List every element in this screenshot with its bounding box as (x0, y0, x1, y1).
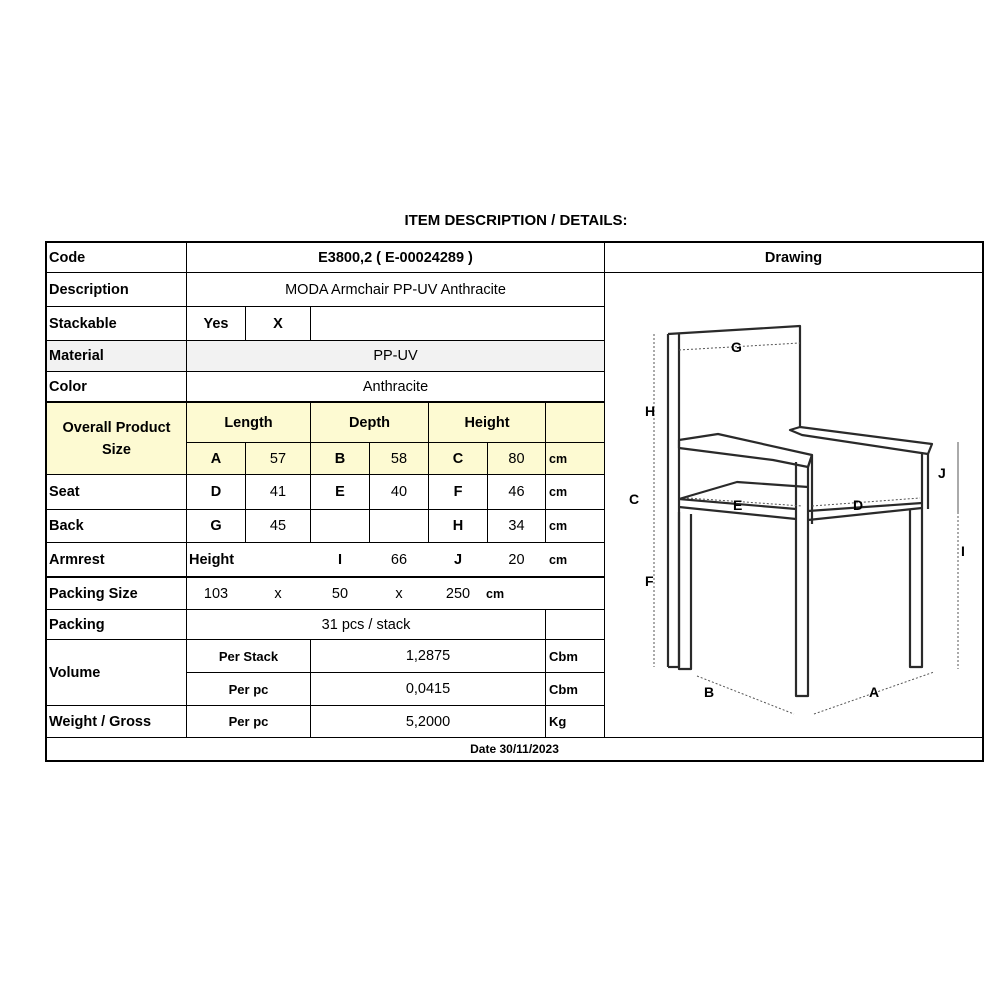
page-title: ITEM DESCRIPTION / DETAILS: (404, 212, 628, 229)
dim-a-value: 57 (246, 443, 310, 474)
dim-i-label: I (337, 551, 343, 568)
label-d: D (853, 497, 864, 513)
details-sheet (45, 241, 984, 762)
overall-size-label-line2: Size (101, 441, 131, 458)
dim-b-label: B (311, 443, 369, 474)
dim-j-value: 20 (508, 551, 525, 568)
packing-size-label: Packing Size (49, 585, 138, 602)
armrest-label: Armrest (49, 551, 105, 568)
material-label: Material (47, 341, 186, 371)
weight-per-pc-label: Per pc (228, 714, 269, 729)
height-header: Height (429, 403, 545, 442)
packing-x1: x (274, 585, 282, 602)
description-label: Description (49, 281, 129, 298)
volume-label: Volume (49, 664, 101, 681)
code-label: Code (49, 249, 86, 266)
volume-per-pc-label: Per pc (228, 681, 269, 697)
color-label: Color (49, 378, 87, 395)
label-b: B (704, 684, 715, 700)
color-value: Anthracite (362, 378, 429, 395)
dim-b-value: 58 (370, 443, 428, 474)
label-h: H (645, 403, 656, 419)
weight-unit: Kg (549, 714, 567, 729)
seat-label: Seat (49, 484, 80, 500)
packing-value: 31 pcs / stack (321, 616, 411, 633)
date-footer: Date 30/11/2023 (470, 742, 559, 756)
back-right-leg (910, 508, 922, 667)
stackable-label: Stackable (49, 315, 117, 332)
overall-unit: cm (546, 443, 604, 474)
drawing-header: Drawing (764, 249, 823, 266)
dim-g-label: G (210, 518, 222, 534)
seat-back-edge (679, 482, 808, 499)
dim-g-value: 45 (269, 518, 287, 534)
armrest-height-label: Height (189, 551, 235, 568)
dim-e-label: E (335, 484, 345, 500)
description-value: MODA Armchair PP-UV Anthracite (285, 281, 506, 298)
overall-size-label (47, 403, 186, 474)
seat-unit: cm (549, 485, 568, 499)
stackable-yes: Yes (203, 315, 229, 332)
code-value: E3800,2 ( E-00024289 ) (318, 249, 473, 266)
volume-per-stack-label: Per Stack (218, 648, 279, 664)
label-i: I (961, 543, 965, 559)
dim-a-label: A (187, 443, 245, 474)
label-g: G (731, 339, 742, 355)
depth-header: Depth (311, 403, 428, 442)
label-j: J (938, 465, 946, 481)
packing-label: Packing (49, 616, 105, 633)
packing-x2: x (395, 585, 403, 602)
dim-f-label: F (453, 484, 463, 500)
stackable-mark: X (273, 315, 283, 332)
dim-i-value: 66 (390, 551, 408, 568)
overall-size-label-line1: Overall Product (62, 419, 171, 436)
right-armrest-top (790, 427, 932, 454)
packing-width: 50 (331, 585, 349, 602)
packing-size-unit: cm (486, 586, 505, 601)
weight-value: 5,2000 (405, 713, 451, 730)
label-c: C (629, 491, 640, 507)
label-e: E (733, 497, 743, 513)
dim-e-value: 40 (390, 484, 408, 500)
dim-j-label: J (453, 551, 463, 568)
col-divider (369, 509, 370, 542)
volume-per-stack-unit: Cbm (549, 648, 578, 664)
material-value: PP-UV (187, 341, 604, 371)
dim-f-value: 46 (508, 484, 525, 500)
col-divider (604, 243, 605, 737)
packing-height: 250 (445, 585, 471, 602)
dim-d-label: D (210, 484, 222, 500)
back-unit: cm (549, 519, 568, 533)
front-left-leg (796, 462, 808, 696)
unit-header-blank (546, 403, 604, 442)
left-armrest-top (679, 434, 812, 467)
col-divider (310, 306, 311, 340)
length-header: Length (187, 403, 310, 442)
dim-h-label: H (452, 518, 464, 534)
packing-length: 103 (203, 585, 229, 602)
rear-left-leg-lower (679, 512, 691, 669)
armrest-unit: cm (549, 552, 568, 567)
chair-drawing (607, 274, 984, 736)
volume-per-pc-value: 0,0415 (405, 681, 451, 697)
back-label: Back (49, 518, 84, 534)
weight-label: Weight / Gross (49, 713, 152, 730)
volume-per-pc-unit: Cbm (549, 681, 578, 697)
label-f: F (645, 573, 654, 589)
volume-per-stack-value: 1,2875 (405, 648, 451, 664)
dim-c-value: 80 (488, 443, 545, 474)
label-a: A (869, 684, 880, 700)
dim-h-value: 34 (508, 518, 525, 534)
dim-c-label: C (429, 443, 487, 474)
dim-d-value: 41 (269, 484, 287, 500)
